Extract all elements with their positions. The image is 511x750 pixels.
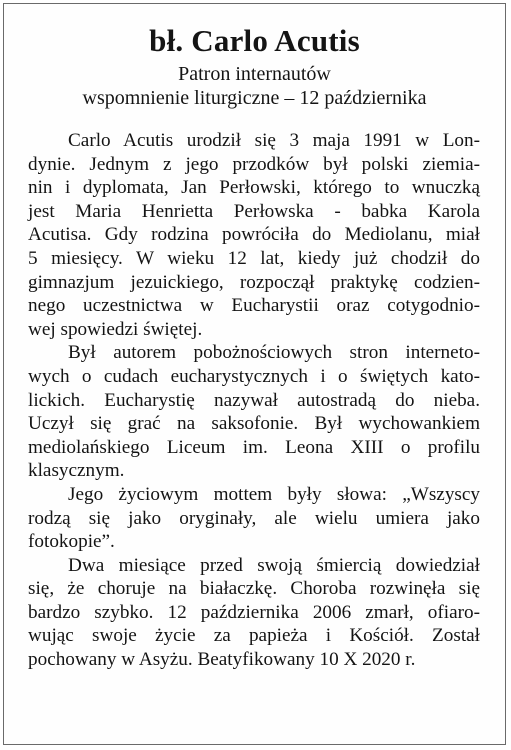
text-line: Jego życiowym mottem były słowa: „Wszyscy (68, 483, 480, 505)
document-page (3, 3, 506, 745)
text-line: Carlo Acutis urodził się 3 maja 1991 w Lon- (68, 130, 480, 151)
text-line: nin i dyplomata, Jan Perłowski, którego to wnuczką (28, 177, 480, 199)
page-title: bł. Carlo Acutis (149, 23, 360, 58)
text-line: rodzą się jako oryginały, ale wielu umiera jako (28, 507, 480, 529)
text-line: Dwa miesiące przed swoją śmiercią dowiedział (68, 554, 480, 576)
paragraph-1 (28, 129, 480, 341)
memorial-date: wspomnienie liturgiczne – 12 października (82, 87, 427, 109)
text-line: wując swoje życie za papieża i Kościół. Został (28, 625, 480, 647)
text-line: 5 miesięcy. W wieku 12 lat, kiedy już chodził do (28, 247, 480, 269)
text-line: wych o cudach eucharystycznych i o świętych kato- (28, 365, 480, 387)
paragraph-4 (28, 554, 480, 672)
article-body (28, 129, 480, 672)
text-line: bardzo szybko. 12 października 2006 zmarł, ofiaro- (28, 601, 480, 623)
text-line: mediolańskiego Liceum im. Leona XIII o profilu (28, 436, 480, 458)
text-line: jest Maria Henrietta Perłowska - babka Karola (28, 200, 480, 222)
text-line: Uczył się grać na saksofonie. Był wychowankiem (28, 413, 480, 435)
text-line: się, że choruje na białaczkę. Choroba rozwinęła się (28, 578, 480, 600)
text-line: klasycznym. (28, 460, 125, 482)
paragraph-3 (28, 483, 480, 554)
text-line: Był autorem pobożnościowych stron internetо- (68, 342, 480, 364)
text-line: wej spowiedzi świętej. (28, 318, 203, 340)
text-line: gimnazjum jezuickiego, rozpoczął praktykę codzien- (28, 271, 480, 293)
text-line: lickich. Eucharystię nazywał autostradą do nieba. (28, 389, 480, 411)
paragraph-2 (28, 341, 480, 483)
patron-subtitle: Patron internautów (178, 63, 331, 85)
text-line: pochowany w Asyżu. Beatyfikowany 10 X 2020 r. (28, 649, 416, 671)
text-line: fotokopie”. (28, 531, 115, 553)
text-line: dynie. Jednym z jego przodków był polski ziemia- (28, 153, 480, 175)
text-line: Acutisa. Gdy rodzina powróciła do Mediolanu, miał (28, 224, 480, 246)
text-line: nego uczestnictwa w Eucharystii oraz cotygodnio- (28, 295, 480, 317)
